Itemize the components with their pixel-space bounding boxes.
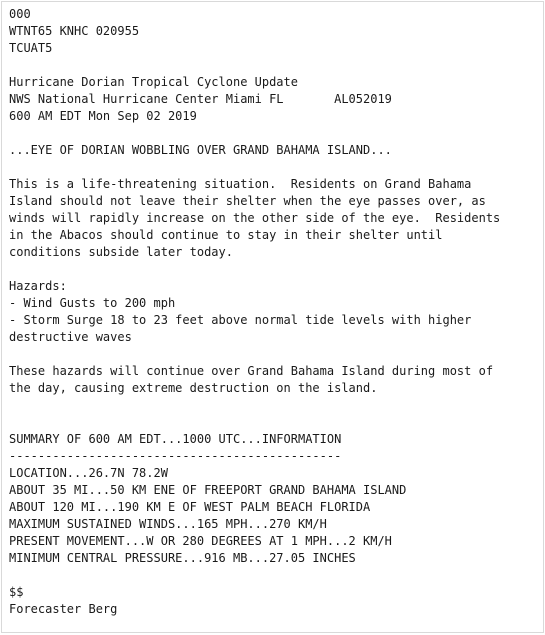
summary-location: LOCATION...26.7N 78.2W <box>9 466 168 480</box>
product-title: Hurricane Dorian Tropical Cyclone Update <box>9 75 298 89</box>
hazard-item: - Storm Surge 18 to 23 feet above normal tide levels with higher <box>9 313 472 327</box>
bulletin-page <box>1 1 544 633</box>
hazards-heading: Hazards: <box>9 279 67 293</box>
discussion-line: winds will rapidly increase on the other side of the eye. Residents <box>9 211 501 225</box>
summary-winds: MAXIMUM SUSTAINED WINDS...165 MPH...270 KM/H <box>9 517 327 531</box>
blank-line <box>9 346 543 363</box>
discussion-line: This is a life-threatening situation. Residents on Grand Bahama <box>9 177 472 191</box>
summary-distance: ABOUT 35 MI...50 KM ENE OF FREEPORT GRAND BAHAMA ISLAND <box>9 483 407 497</box>
hazards-note-line: These hazards will continue over Grand Bahama Island during most of <box>9 364 494 378</box>
summary-pressure: MINIMUM CENTRAL PRESSURE...916 MB...27.05 INCHES <box>9 551 356 565</box>
blank-line <box>9 57 543 74</box>
blank-line <box>9 125 543 142</box>
discussion-line: in the Abacos should continue to stay in their shelter until <box>9 228 443 242</box>
office-line: NWS National Hurricane Center Miami FL AL052019 <box>9 92 392 106</box>
header-awips-id: TCUAT5 <box>9 41 53 55</box>
hazard-item: - Wind Gusts to 200 mph <box>9 296 176 310</box>
blank-line <box>9 567 543 584</box>
blank-line <box>9 261 543 278</box>
summary-distance: ABOUT 120 MI...190 KM E OF WEST PALM BEACH FLORIDA <box>9 500 371 514</box>
header-line-1: 000 <box>9 7 31 21</box>
hazard-item: destructive waves <box>9 330 132 344</box>
summary-movement: PRESENT MOVEMENT...W OR 280 DEGREES AT 1 MPH...2 KM/H <box>9 534 392 548</box>
discussion-line: conditions subside later today. <box>9 245 233 259</box>
end-marker: $$ <box>9 585 24 599</box>
summary-heading: SUMMARY OF 600 AM EDT...1000 UTC...INFORMATION <box>9 432 342 446</box>
discussion-line: Island should not leave their shelter when the eye passes over, as <box>9 194 486 208</box>
hazards-note-line: the day, causing extreme destruction on the island. <box>9 381 378 395</box>
summary-rule: ---------------------------------------------- <box>9 449 342 463</box>
blank-line <box>9 397 543 414</box>
forecaster-signature: Forecaster Berg <box>9 602 118 616</box>
blank-line <box>9 414 543 431</box>
headline: ...EYE OF DORIAN WOBBLING OVER GRAND BAHAMA ISLAND... <box>9 143 392 157</box>
blank-line <box>9 159 543 176</box>
issued-time: 600 AM EDT Mon Sep 02 2019 <box>9 109 197 123</box>
header-wmo-id: WTNT65 KNHC 020955 <box>9 24 140 38</box>
